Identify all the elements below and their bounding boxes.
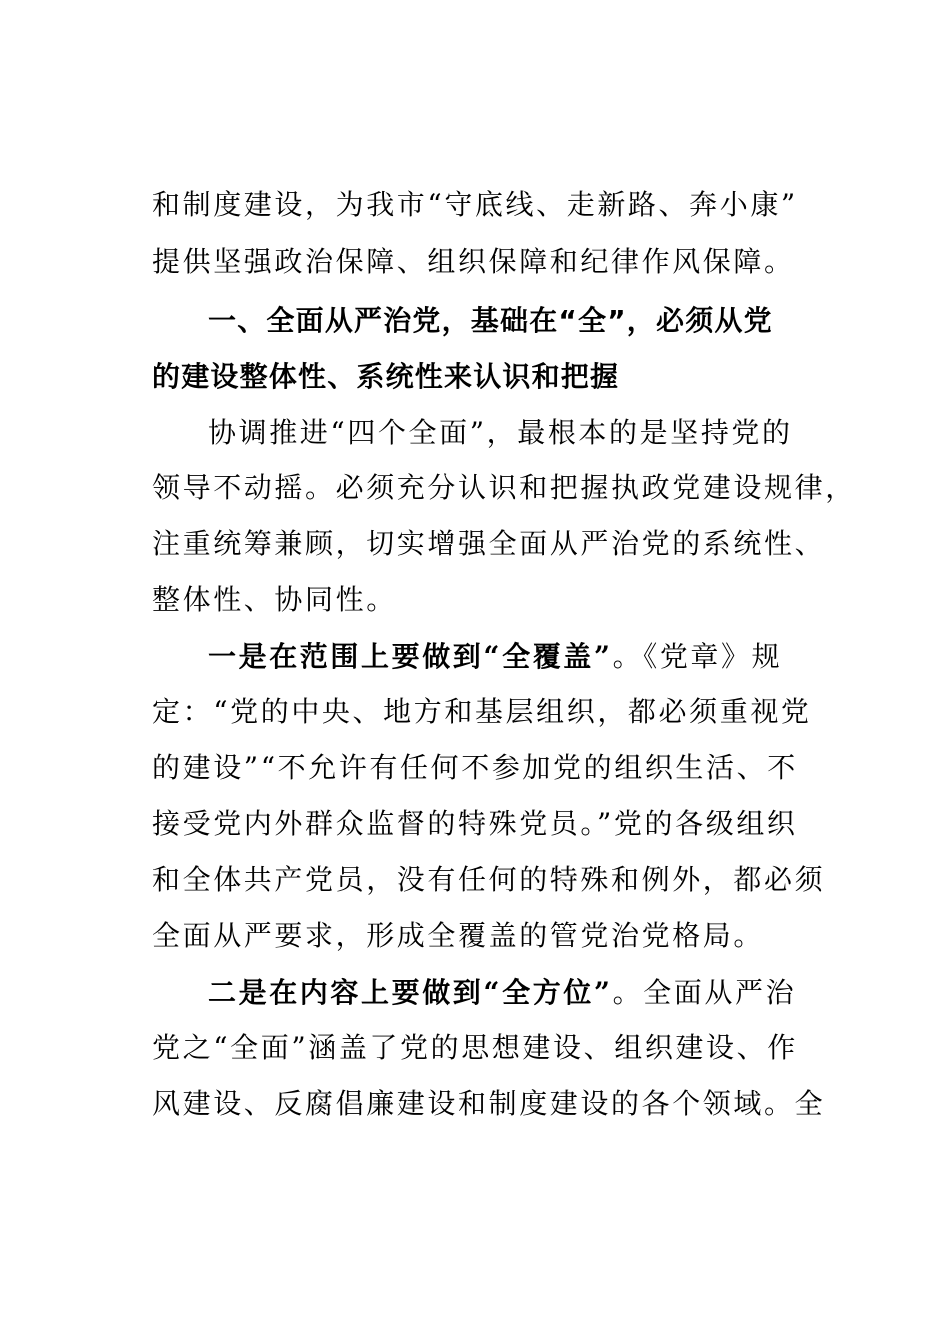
- body-line: 定：“党的中央、地方和基层组织，都必须重视党: [152, 695, 812, 728]
- body-line: 的建设”“不允许有任何不参加党的组织生活、不: [152, 751, 798, 784]
- body-line: 党之“全面”涵盖了党的思想建设、组织建设、作: [152, 1031, 798, 1064]
- body-line: 接受党内外群众监督的特殊党员。”党的各级组织: [152, 807, 798, 840]
- paragraph-line: [208, 973, 796, 1013]
- section-heading-line: 一、全面从严治党，基础在“全”，必须从党: [208, 304, 773, 337]
- body-line: 整体性、协同性。: [152, 583, 397, 616]
- paragraph-line: [208, 637, 782, 677]
- body-line: 和全体共产党员，没有任何的特殊和例外，都必须: [152, 863, 826, 896]
- body-line: 提供坚强政治保障、组织保障和纪律作风保障。: [152, 245, 795, 278]
- body-line: 和制度建设，为我市“守底线、走新路、奔小康”: [152, 188, 798, 221]
- section-heading-line: 的建设整体性、系统性来认识和把握: [152, 360, 620, 393]
- body-line: 领导不动摇。必须充分认识和把握执政党建设规律，: [152, 471, 856, 504]
- body-text: 。《党章》规: [612, 640, 783, 673]
- lead-phrase: 二是在内容上要做到“全方位”: [208, 976, 613, 1009]
- body-line: 风建设、反腐倡廉建设和制度建设的各个领域。全: [152, 1087, 826, 1120]
- body-line: 协调推进“四个全面”，最根本的是坚持党的: [208, 416, 793, 449]
- lead-phrase: 一是在范围上要做到“全覆盖”: [208, 640, 613, 673]
- body-text: 。全面从严治: [612, 976, 797, 1009]
- body-line: 注重统筹兼顾，切实增强全面从严治党的系统性、: [152, 527, 826, 560]
- body-line: 全面从严要求，形成全覆盖的管党治党格局。: [152, 919, 765, 952]
